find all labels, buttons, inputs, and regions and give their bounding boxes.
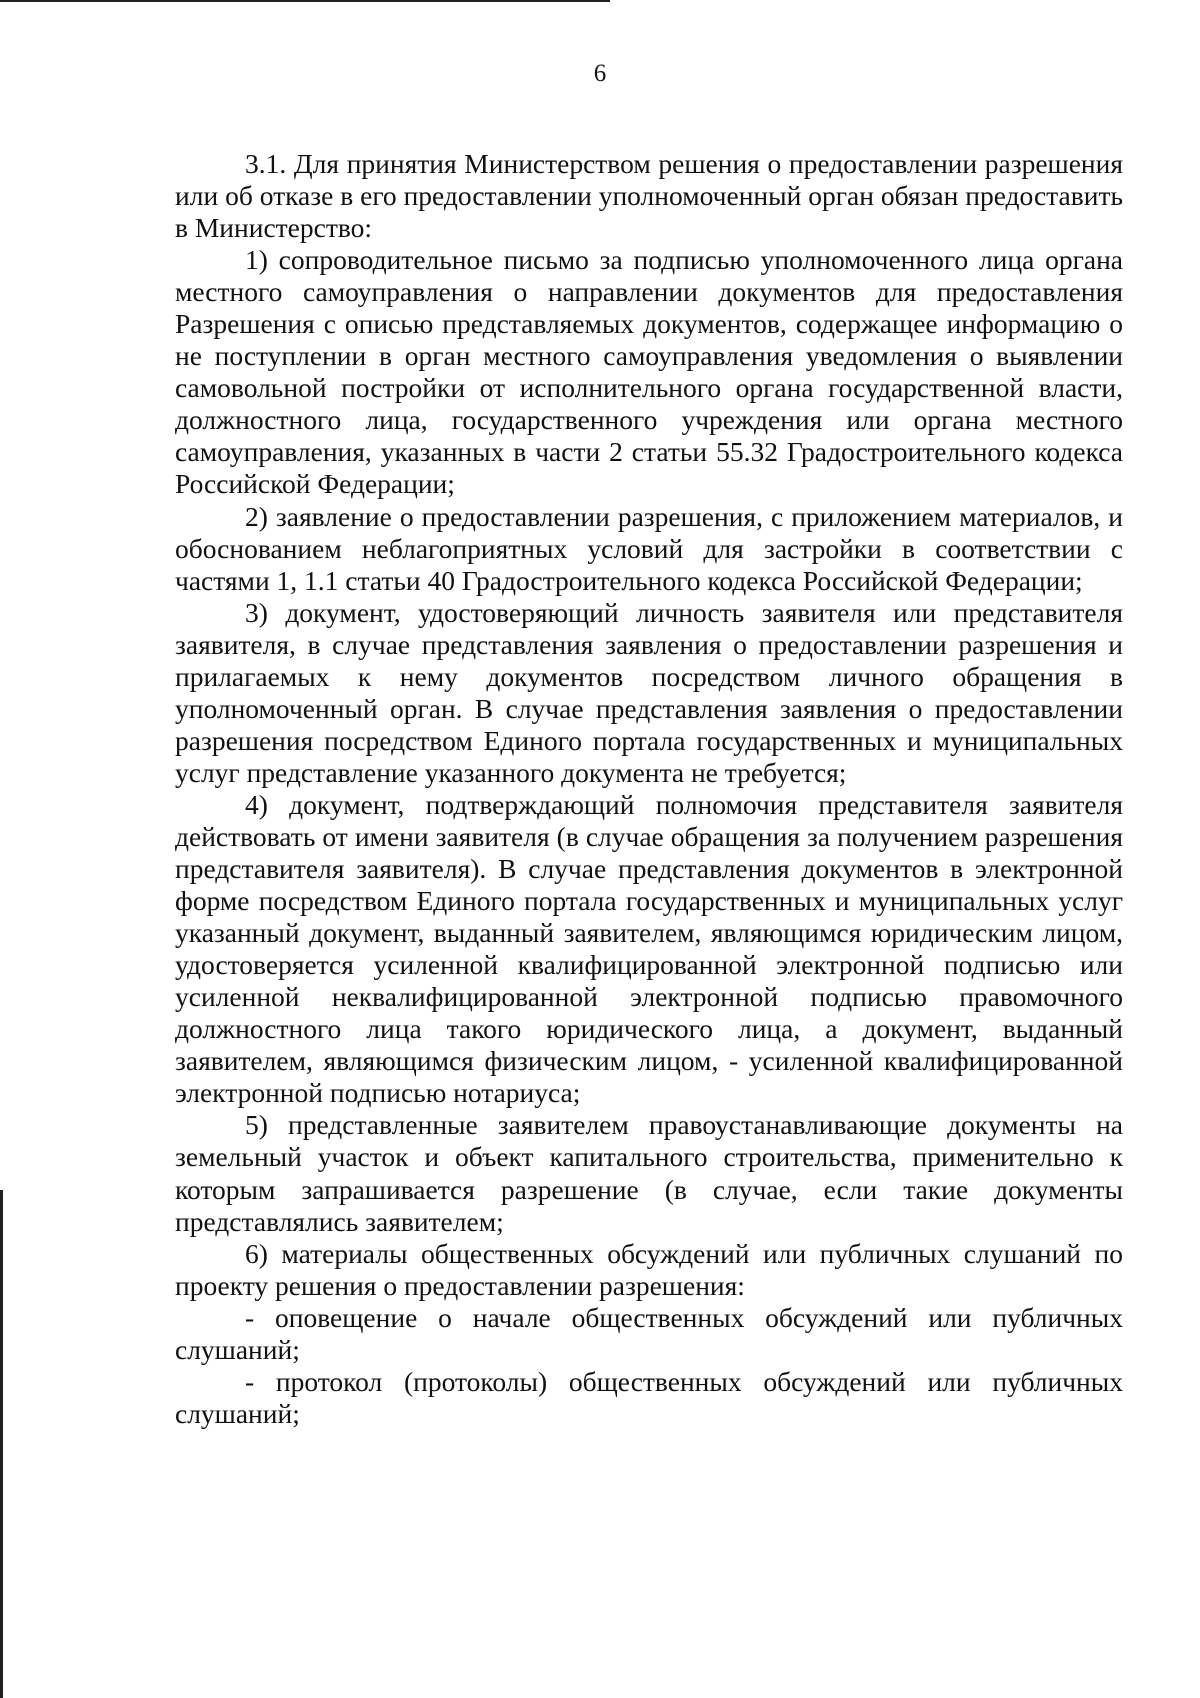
- list-item-5: 5) представленные заявителем правоустанавливающие документы на земельный участок и объект капитального строительства, применительно к которым запрашивается разрешение (в случае, если такие документы представлялись заявителем;: [175, 1109, 1123, 1237]
- list-item-2: 2) заявление о предоставлении разрешения, с приложением материалов, и обоснованием неблагоприятных условий для застройки в соответствии с частями 1, 1.1 статьи 40 Градостроительного кодекса Российской Федерации;: [175, 500, 1123, 596]
- page-number: 6: [593, 60, 607, 87]
- list-item-3: 3) документ, удостоверяющий личность заявителя или представителя заявителя, в случае представления заявления о предоставлении разрешения и прилагаемых к нему документов посредством личного обращения в уполномоченный орган. В случае представления заявления о предоставлении разрешения посредством Единого портала государственных и муниципальных услуг представление указанного документа не требуется;: [175, 596, 1123, 788]
- scan-left-edge: [0, 1190, 3, 1698]
- list-item-4: 4) документ, подтверждающий полномочия представителя заявителя действовать от имени заявителя (в случае обращения за получением разрешения представителя заявителя). В случае представления документов в электронной форме посредством Единого портала государственных и муниципальных услуг указанный документ, выданный заявителем, являющимся юридическим лицом, удостоверяется усиленной квалифицированной электронной подписью или усиленной неквалифицированной электронной подписью правомочного должностного лица такого юридического лица, а документ, выданный заявителем, являющимся физическим лицом, - усиленной квалифицированной электронной подписью нотариуса;: [175, 788, 1123, 1109]
- list-item-1: 1) сопроводительное письмо за подписью уполномоченного лица органа местного самоуправления о направлении документов для предоставления Разрешения с описью представляемых документов, содержащее информацию о не поступлении в орган местного самоуправления уведомления о выявлении самовольной постройки от исполнительного органа государственной власти, должностного лица, государственного учреждения или органа местного самоуправления, указанных в части 2 статьи 55.32 Градостроительного кодекса Российской Федерации;: [175, 244, 1123, 500]
- sub-item-protocol: - протокол (протоколы) общественных обсуждений или публичных слушаний;: [175, 1365, 1123, 1429]
- paragraph-3-1: 3.1. Для принятия Министерством решения о предоставлении разрешения или об отказе в его предоставлении уполномоченный орган обязан предоставить в Министерство:: [175, 148, 1123, 244]
- sub-item-notification: - оповещение о начале общественных обсуждений или публичных слушаний;: [175, 1301, 1123, 1365]
- document-body: [175, 148, 1123, 1430]
- scan-top-border: [0, 0, 610, 2]
- list-item-6: 6) материалы общественных обсуждений или публичных слушаний по проекту решения о предоставлении разрешения:: [175, 1237, 1123, 1301]
